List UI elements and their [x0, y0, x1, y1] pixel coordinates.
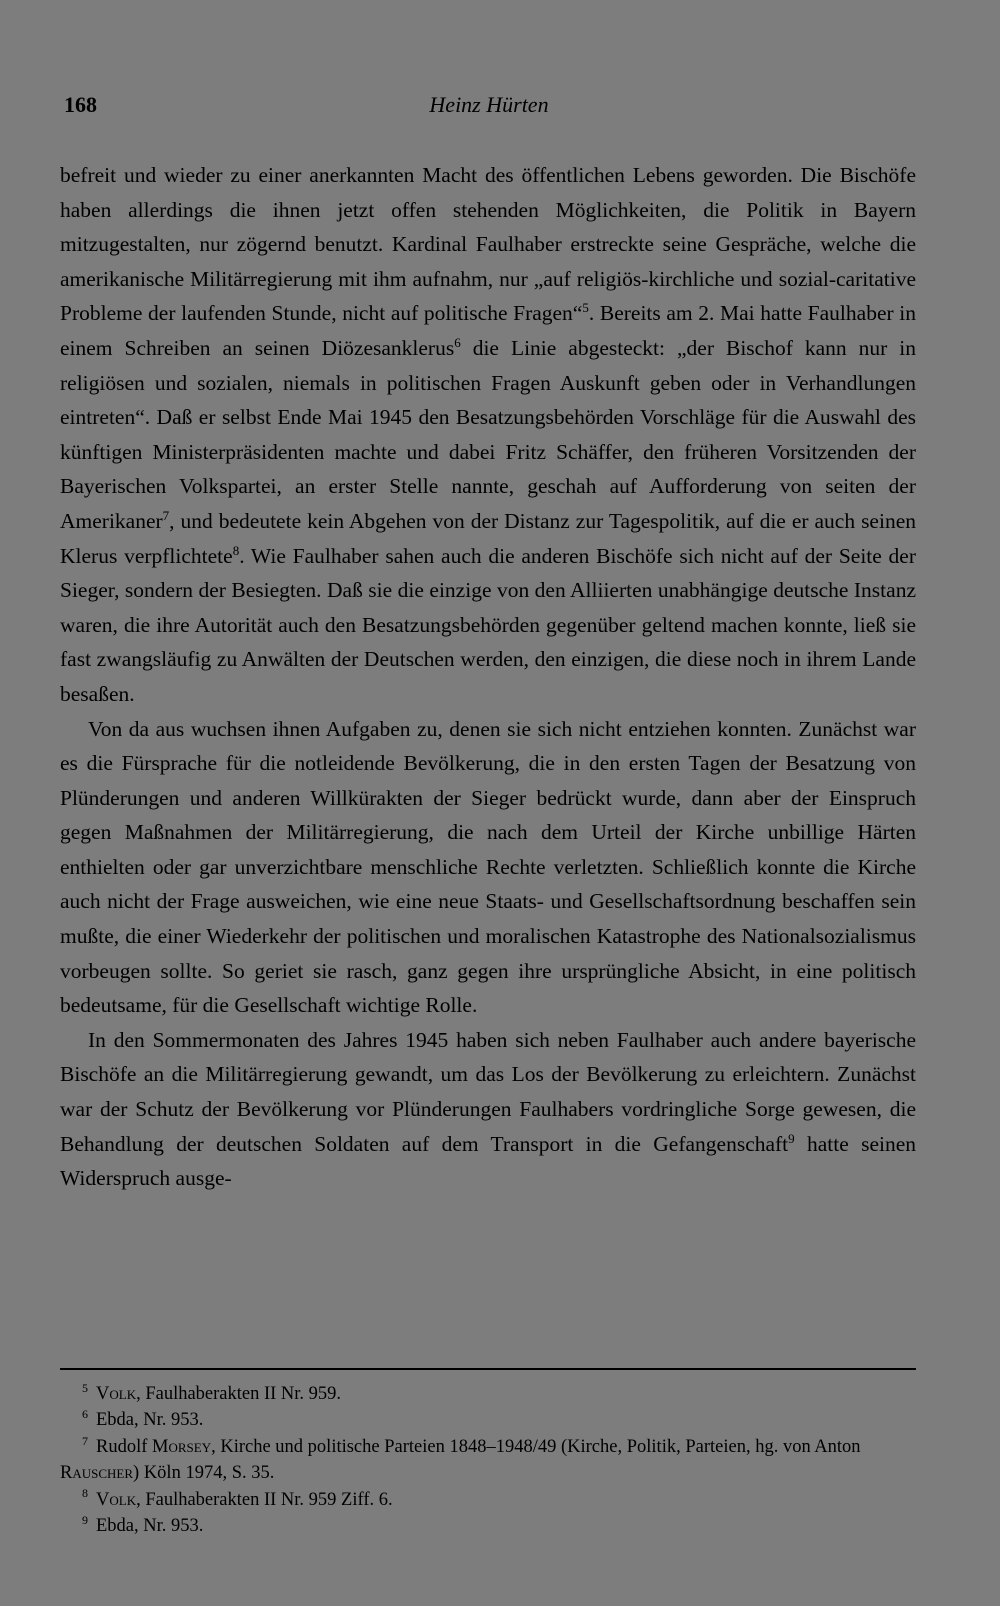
paragraph-1: befreit und wieder zu einer anerkannten Macht des öffentlichen Lebens geworden. Die Bischöfe haben allerdings die ihnen jetzt offen stehenden Möglichkeiten, die Politik in Bayern mitzugestalten, nur zögernd benutzt. Kardinal Faulhaber erstreckte seine Gespräche, welche die amerikanische Militärregierung mit ihm aufnahm, nur „auf religiös-kirchliche und sozial-caritative Probleme der laufenden Stunde, nicht auf politische Fragen“$^5$. Bereits am 2. Mai hatte Faulhaber in einem Schreiben an seinen Diözesanklerus$^6$ die Linie abgesteckt: „der Bischof kann nur in religiösen und sozialen, niemals in politischen Fragen Auskunft geben oder in Verhandlungen eintreten“. Daß er selbst Ende Mai 1945 den Besatzungsbehörden Vorschläge für die Auswahl des künftigen Ministerpräsidenten machte und dabei Fritz Schäffer, den früheren Vorsitzenden der Bayerischen Volkspartei, an erster Stelle nannte, geschah auf Aufforderung von seiten der Amerikaner$^7$, und bedeutete kein Abgehen von der Distanz zur Tagespolitik, auf die er auch seinen Klerus verpflichtete$^8$. Wie Faulhaber sahen auch die anderen Bischöfe sich nicht auf der Seite der Sieger, sondern der Besiegten. Daß sie die einzige von den Alliierten unabhängige deutsche Instanz waren, die ihre Autorität auch den Besatzungsbehörden gegenüber geltend machen konnte, ließ sie fast zwangsläufig zu Anwälten der Deutschen werden, den einzigen, die diese noch in ihrem Lande besaßen.: [60, 163, 917, 706]
paragraph-2: Von da aus wuchsen ihnen Aufgaben zu, denen sie sich nicht entziehen konnten. Zunächst war es die Fürsprache für die notleidende Bevölkerung, die in den ersten Tagen der Besatzung von Plünderungen und anderen Willkürakten der Sieger bedrückt wurde, dann aber der Einspruch gegen Maßnahmen der Militärregierung, die nach dem Urteil der Kirche unbillige Härten enthielten oder gar unverzichtbare menschliche Rechte verletzten. Schließlich konnte die Kirche auch nicht der Frage ausweichen, wie eine neue Staats- und Gesellschaftsordnung beschaffen sein mußte, die einer Wiederkehr der politischen und moralischen Katastrophe des Nationalsozialismus vorbeugen sollte. So geriet sie rasch, ganz gegen ihre ursprüngliche Absicht, in eine politisch bedeutsame, für die Gesellschaft wichtige Rolle.: [60, 716, 916, 1018]
footnote-ref-5[interactable]: 5: [582, 300, 589, 316]
footnote-7: $^7$ Rudolf Morsey, Kirche und politische Parteien 1848–1948/49 (Kirche, Politik, Parteien, hg. von Anton Rauscher) Köln 1974, S. 35.: [60, 1433, 861, 1484]
running-head: Heinz Hürten: [429, 92, 549, 117]
paragraph-3: In den Sommermonaten des Jahres 1945 haben sich neben Faulhaber auch andere bayerische Bischöfe an die Militärregierung gewandt, um das Los der Bevölkerung zu erleichtern. Zunächst war der Schutz der Bevölkerung vor Plünderungen Faulhabers vordringliche Sorge gewesen, die Behandlung der deutschen Soldaten auf dem Transport in die Gefangenschaft$^9$ hatte seinen Widerspruch ausge-: [60, 1027, 917, 1191]
footnote-ref-6[interactable]: 6: [454, 334, 461, 350]
footnote-6: $^6$ Ebda, Nr. 953.: [82, 1407, 204, 1431]
footnote-8: $^8$ Volk, Faulhaberakten II Nr. 959 Ziff. 6.: [82, 1486, 393, 1510]
page-header: [64, 92, 914, 128]
footnote-ref-8[interactable]: 8: [232, 542, 240, 558]
page-number: 168: [64, 92, 97, 117]
footnote-ref-7[interactable]: 7: [162, 507, 170, 523]
footnotes: [60, 1381, 916, 1539]
footnote-5: $^5$ Volk, Faulhaberakten II Nr. 959.: [82, 1380, 342, 1404]
footnote-9: $^9$ Ebda, Nr. 953.: [82, 1512, 204, 1537]
footnote-divider: [60, 1368, 916, 1370]
body-text: [60, 158, 916, 1196]
footnote-ref-9[interactable]: 9: [788, 1130, 795, 1146]
